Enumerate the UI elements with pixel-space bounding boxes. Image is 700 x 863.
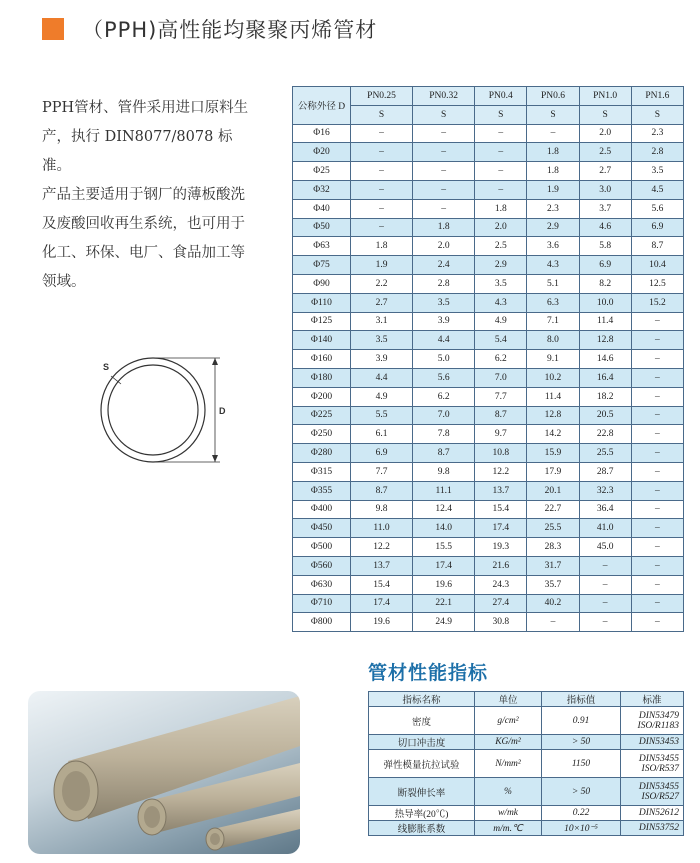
thickness-cell: – [351,199,413,218]
diameter-cell: Φ225 [293,406,351,425]
dimension-table [292,86,684,632]
thickness-cell: 12.8 [579,331,631,350]
thickness-cell: 4.9 [475,312,527,331]
thickness-cell: 2.8 [413,274,475,293]
thickness-cell: 12.4 [413,500,475,519]
intro-paragraph-2: 产品主要适用于钢厂的薄板酸洗及废酸回收再生系统，也可用于化工、环保、电厂、食品加工等领域。 [42,187,245,290]
diameter-cell: Φ200 [293,387,351,406]
thickness-cell: 41.0 [579,519,631,538]
thickness-cell: – [413,162,475,181]
dimension-row [293,519,684,538]
thickness-cell: 6.9 [579,256,631,275]
thickness-cell: 1.8 [527,143,579,162]
thickness-cell: 30.8 [475,613,527,632]
dimension-unit-row [293,105,684,124]
thickness-cell: 20.5 [579,406,631,425]
thickness-cell: 7.7 [475,387,527,406]
thickness-cell: 4.3 [527,256,579,275]
diameter-cell: Φ180 [293,368,351,387]
thickness-cell: 2.7 [579,162,631,181]
diameter-cell: Φ500 [293,538,351,557]
thickness-cell: 3.5 [351,331,413,350]
diameter-cell: Φ140 [293,331,351,350]
thickness-cell: 31.7 [527,556,579,575]
dimension-row [293,256,684,275]
thickness-cell: 2.5 [579,143,631,162]
unit-header: S [413,105,475,124]
thickness-cell: 4.4 [351,368,413,387]
dimension-row [293,293,684,312]
thickness-cell: 11.1 [413,481,475,500]
perf-unit-cell: N/mm² [475,750,542,778]
thickness-cell: 22.7 [527,500,579,519]
thickness-cell: – [351,143,413,162]
thickness-cell: 2.5 [475,237,527,256]
perf-unit-cell: % [475,778,542,806]
thickness-cell: 17.4 [475,519,527,538]
thickness-cell: 14.6 [579,350,631,369]
diameter-cell: Φ400 [293,500,351,519]
thickness-cell: 24.3 [475,575,527,594]
perf-value-cell: 0.22 [542,806,621,821]
intro-text [42,94,250,297]
perf-header-unit: 单位 [475,692,542,707]
thickness-cell: 6.9 [631,218,683,237]
thickness-cell: 6.9 [351,444,413,463]
perf-value-cell: 0.91 [542,707,621,735]
thickness-cell: – [631,481,683,500]
thickness-cell: 3.6 [527,237,579,256]
unit-header: S [579,105,631,124]
dimension-table-body [293,124,684,632]
perf-unit-cell: m/m.℃ [475,821,542,836]
dimension-row [293,180,684,199]
diameter-cell: Φ25 [293,162,351,181]
dimension-row [293,481,684,500]
perf-unit-cell: g/cm² [475,707,542,735]
thickness-cell: 4.6 [579,218,631,237]
thickness-cell: 2.9 [475,256,527,275]
thickness-cell: – [631,613,683,632]
thickness-cell: 12.5 [631,274,683,293]
dimension-row [293,350,684,369]
pressure-header: PN1.0 [579,87,631,106]
page-title: （PPH)高性能均聚聚丙烯管材 [82,18,378,42]
pressure-header: PN0.25 [351,87,413,106]
thickness-cell: – [527,124,579,143]
thickness-cell: – [579,594,631,613]
thickness-cell: 11.4 [527,387,579,406]
diameter-cell: Φ50 [293,218,351,237]
dimension-row [293,500,684,519]
thickness-cell: – [631,519,683,538]
performance-row [369,821,684,836]
corner-header: 公称外径 D [293,87,351,125]
pressure-header: PN0.32 [413,87,475,106]
diameter-cell: Φ63 [293,237,351,256]
thickness-cell: 3.9 [351,350,413,369]
dimension-row [293,312,684,331]
perf-value-cell: > 50 [542,778,621,806]
dimension-row [293,556,684,575]
thickness-cell: 14.2 [527,425,579,444]
perf-standard-cell: DIN52612 [621,806,684,821]
dimension-row [293,368,684,387]
thickness-cell: 19.6 [351,613,413,632]
thickness-cell: 19.6 [413,575,475,594]
thickness-cell: 2.3 [631,124,683,143]
thickness-cell: – [631,425,683,444]
dimension-header-row [293,87,684,106]
dimension-row [293,406,684,425]
thickness-cell: – [631,350,683,369]
perf-standard-cell: DIN53453 [621,735,684,750]
performance-row [369,806,684,821]
thickness-cell: 8.0 [527,331,579,350]
perf-standard-cell: DIN53752 [621,821,684,836]
thickness-cell: 5.4 [475,331,527,350]
thickness-cell: 35.7 [527,575,579,594]
dimension-row [293,613,684,632]
thickness-cell: 10.8 [475,444,527,463]
diameter-cell: Φ75 [293,256,351,275]
thickness-cell: – [631,368,683,387]
perf-value-cell: > 50 [542,735,621,750]
thickness-cell: 8.7 [351,481,413,500]
dimension-row [293,387,684,406]
thickness-cell: 4.9 [351,387,413,406]
perf-header-standard: 标准 [621,692,684,707]
dimension-row [293,143,684,162]
thickness-cell: – [351,162,413,181]
thickness-cell: – [579,556,631,575]
thickness-cell: – [631,462,683,481]
thickness-cell: 8.2 [579,274,631,293]
unit-header: S [631,105,683,124]
diameter-cell: Φ450 [293,519,351,538]
thickness-cell: – [351,180,413,199]
thickness-cell: 8.7 [413,444,475,463]
dimension-row [293,218,684,237]
thickness-cell: 7.0 [475,368,527,387]
dimension-row [293,575,684,594]
thickness-cell: 6.2 [475,350,527,369]
unit-header: S [475,105,527,124]
perf-unit-cell: KG/m² [475,735,542,750]
thickness-cell: 1.9 [351,256,413,275]
thickness-cell: 15.5 [413,538,475,557]
pipe-outer-circle [101,358,205,462]
thickness-cell: 45.0 [579,538,631,557]
dimension-row [293,594,684,613]
thickness-cell: 2.8 [631,143,683,162]
thickness-cell: – [351,218,413,237]
thickness-cell: 4.3 [475,293,527,312]
pipes-illustration [28,691,300,854]
thickness-cell: 17.4 [351,594,413,613]
perf-standard-cell: DIN53455 ISO/R537 [621,750,684,778]
performance-table-body [369,707,684,836]
perf-name-cell: 线膨胀系数 [369,821,475,836]
dimension-row [293,425,684,444]
thickness-cell: 11.4 [579,312,631,331]
dimension-row [293,538,684,557]
diameter-cell: Φ90 [293,274,351,293]
diameter-cell: Φ710 [293,594,351,613]
performance-row [369,778,684,806]
thickness-cell: 3.5 [413,293,475,312]
thickness-cell: 12.2 [475,462,527,481]
diameter-cell: Φ110 [293,293,351,312]
pipe-large-bore [62,771,90,811]
thickness-cell: 15.2 [631,293,683,312]
thickness-cell: 13.7 [351,556,413,575]
perf-standard-cell: DIN53479 ISO/R1183 [621,707,684,735]
thickness-cell: – [631,538,683,557]
thickness-cell: 10.2 [527,368,579,387]
thickness-cell: – [413,180,475,199]
thickness-cell: 22.8 [579,425,631,444]
perf-value-cell: 1150 [542,750,621,778]
perf-header-value: 指标值 [542,692,621,707]
performance-table [368,691,684,836]
thickness-cell: 2.3 [527,199,579,218]
performance-header-row [369,692,684,707]
dim-arrow-bottom [212,455,218,462]
diameter-cell: Φ16 [293,124,351,143]
perf-name-cell: 切口冲击度 [369,735,475,750]
diameter-cell: Φ630 [293,575,351,594]
perf-unit-cell: w/mk [475,806,542,821]
diameter-cell: Φ125 [293,312,351,331]
thickness-cell: – [631,500,683,519]
perf-name-cell: 弹性模量抗拉试验 [369,750,475,778]
diameter-cell: Φ32 [293,180,351,199]
thickness-cell: 10.0 [579,293,631,312]
thickness-cell: 7.7 [351,462,413,481]
diameter-cell: Φ560 [293,556,351,575]
dim-arrow-top [212,358,218,365]
perf-standard-cell: DIN53455 ISO/R527 [621,778,684,806]
perf-name-cell: 断裂伸长率 [369,778,475,806]
thickness-cell: 6.2 [413,387,475,406]
performance-row [369,735,684,750]
thickness-cell: 1.8 [351,237,413,256]
diameter-cell: Φ40 [293,199,351,218]
pipe-inner-circle [108,365,198,455]
thickness-cell: 28.3 [527,538,579,557]
thickness-cell: – [631,331,683,350]
thickness-cell: 9.7 [475,425,527,444]
perf-header-name: 指标名称 [369,692,475,707]
thickness-cell: 3.5 [475,274,527,293]
diameter-cell: Φ280 [293,444,351,463]
thickness-cell: 21.6 [475,556,527,575]
diameter-cell: Φ315 [293,462,351,481]
pipe-cross-section-diagram [95,350,235,470]
performance-row [369,707,684,735]
thickness-cell: 2.0 [475,218,527,237]
thickness-cell: 2.2 [351,274,413,293]
thickness-cell: 4.4 [413,331,475,350]
diameter-cell: Φ160 [293,350,351,369]
thickness-cell: 9.8 [413,462,475,481]
dimension-row [293,199,684,218]
pressure-header: PN0.4 [475,87,527,106]
pressure-header: PN1.6 [631,87,683,106]
thickness-cell: – [631,387,683,406]
thickness-cell: – [413,199,475,218]
perf-value-cell: 10×10⁻⁵ [542,821,621,836]
thickness-cell: 3.9 [413,312,475,331]
thickness-cell: 27.4 [475,594,527,613]
thickness-cell: 18.2 [579,387,631,406]
dimension-row [293,444,684,463]
thickness-cell: 16.4 [579,368,631,387]
thickness-cell: 14.0 [413,519,475,538]
thickness-cell: 17.4 [413,556,475,575]
thickness-cell: 3.1 [351,312,413,331]
thickness-cell: 5.5 [351,406,413,425]
thickness-cell: 2.0 [413,237,475,256]
thickness-cell: – [631,444,683,463]
thickness-cell: 2.0 [579,124,631,143]
title-marker [42,18,64,40]
intro-paragraph-1: PPH管材、管件采用进口原料生产，执行 DIN8077/8078 标准。 [42,100,249,174]
dimension-row [293,331,684,350]
thickness-cell: 9.8 [351,500,413,519]
pipes-photo [28,691,300,854]
thickness-cell: 1.8 [527,162,579,181]
thickness-cell: – [579,613,631,632]
thickness-cell: 8.7 [631,237,683,256]
thickness-cell: – [413,143,475,162]
thickness-cell: 17.9 [527,462,579,481]
thickness-cell: – [631,594,683,613]
dimension-row [293,462,684,481]
performance-row [369,750,684,778]
thickness-cell: 2.7 [351,293,413,312]
thickness-cell: 10.4 [631,256,683,275]
diameter-cell: Φ800 [293,613,351,632]
thickness-cell: 13.7 [475,481,527,500]
thickness-cell: 7.0 [413,406,475,425]
dimension-row [293,237,684,256]
thickness-cell: – [631,312,683,331]
thickness-cell: 22.1 [413,594,475,613]
dimension-row [293,124,684,143]
thickness-cell: 25.5 [579,444,631,463]
thickness-cell: 15.4 [351,575,413,594]
perf-name-cell: 热导率(20℃) [369,806,475,821]
dimension-row [293,274,684,293]
title-row [42,14,377,44]
thickness-cell: 3.7 [579,199,631,218]
thickness-cell: – [527,613,579,632]
thickness-cell: 1.8 [475,199,527,218]
thickness-cell: 7.8 [413,425,475,444]
thickness-cell: 40.2 [527,594,579,613]
thickness-cell: – [475,180,527,199]
unit-header: S [527,105,579,124]
thickness-cell: 2.9 [527,218,579,237]
perf-name-cell: 密度 [369,707,475,735]
label-d: D [219,406,226,416]
thickness-cell: – [631,556,683,575]
pressure-header: PN0.6 [527,87,579,106]
label-s: S [103,362,110,372]
thickness-cell: 2.4 [413,256,475,275]
pipe-small-bore [210,833,220,845]
thickness-cell: 5.6 [631,199,683,218]
thickness-cell: – [579,575,631,594]
diameter-cell: Φ20 [293,143,351,162]
diameter-cell: Φ250 [293,425,351,444]
thickness-cell: – [413,124,475,143]
thickness-cell: 20.1 [527,481,579,500]
thickness-cell: 7.1 [527,312,579,331]
thickness-cell: 1.8 [413,218,475,237]
thickness-cell: – [631,406,683,425]
thickness-cell: 24.9 [413,613,475,632]
thickness-cell: 5.8 [579,237,631,256]
thickness-cell: 15.4 [475,500,527,519]
thickness-cell: – [475,124,527,143]
performance-title: 管材性能指标 [368,662,489,684]
thickness-cell: – [475,143,527,162]
thickness-cell: 6.3 [527,293,579,312]
thickness-cell: 8.7 [475,406,527,425]
thickness-cell: 5.1 [527,274,579,293]
thickness-cell: – [631,575,683,594]
thickness-cell: 5.6 [413,368,475,387]
thickness-cell: 12.8 [527,406,579,425]
thickness-cell: 9.1 [527,350,579,369]
thickness-cell: – [351,124,413,143]
thickness-cell: 3.5 [631,162,683,181]
diameter-cell: Φ355 [293,481,351,500]
unit-header: S [351,105,413,124]
thickness-cell: 25.5 [527,519,579,538]
pipe-medium-bore [144,806,160,828]
thickness-cell: 1.9 [527,180,579,199]
thickness-cell: 15.9 [527,444,579,463]
thickness-cell: 5.0 [413,350,475,369]
thickness-cell: 6.1 [351,425,413,444]
thickness-cell: – [475,162,527,181]
thickness-cell: 11.0 [351,519,413,538]
thickness-cell: 32.3 [579,481,631,500]
dimension-row [293,162,684,181]
thickness-cell: 3.0 [579,180,631,199]
thickness-cell: 4.5 [631,180,683,199]
thickness-cell: 19.3 [475,538,527,557]
thickness-cell: 36.4 [579,500,631,519]
thickness-cell: 12.2 [351,538,413,557]
thickness-cell: 28.7 [579,462,631,481]
